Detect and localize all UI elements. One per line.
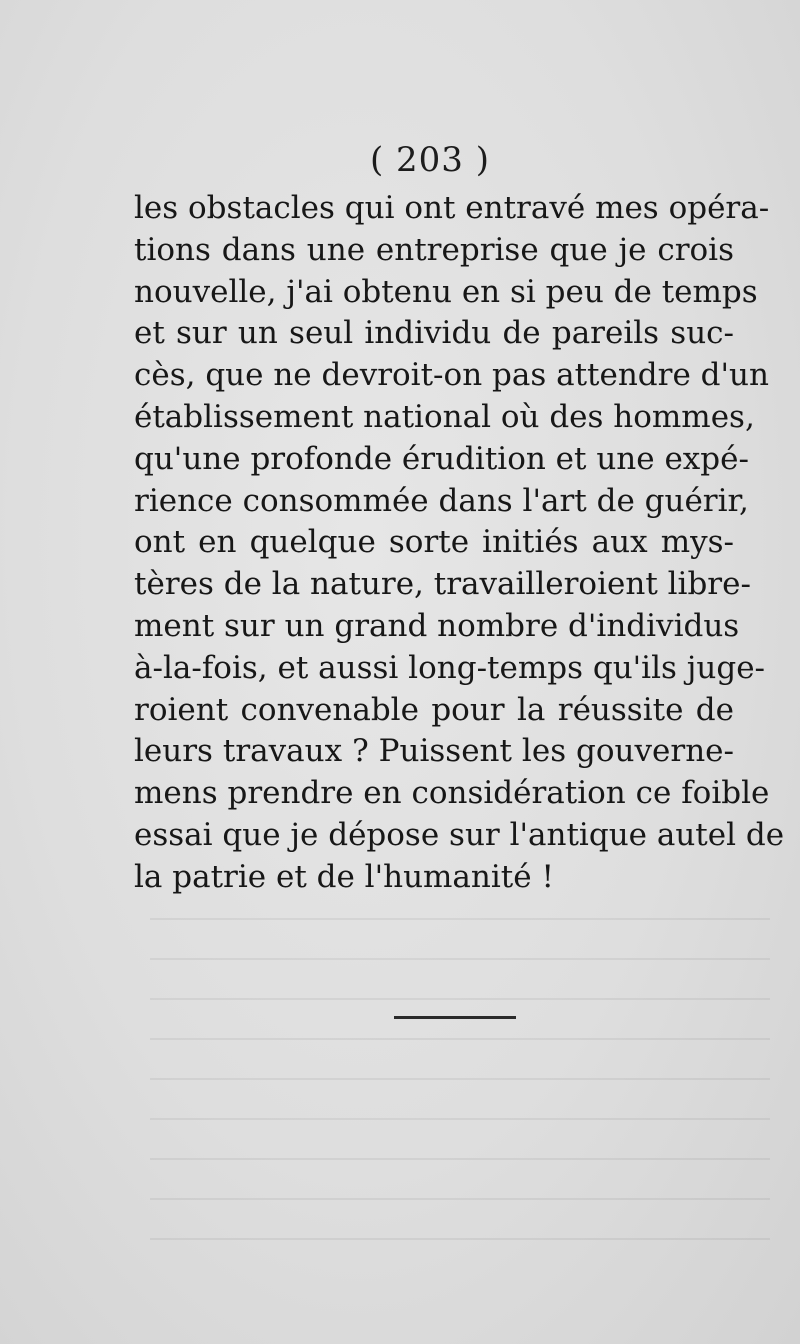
- text-line: ment sur un grand nombre d'individus: [134, 607, 740, 644]
- body-text: [134, 188, 785, 899]
- text-line: cès, que ne devroit-on pas attendre d'un: [134, 357, 769, 394]
- bleed-through-shadow: [150, 900, 770, 1240]
- text-line: rience consommée dans l'art de guérir,: [134, 482, 749, 519]
- text-line: ont en quelque sorte initiés aux mys-: [134, 524, 734, 561]
- section-divider-rule: [394, 1016, 516, 1019]
- page-number-header: ( 203 ): [369, 140, 491, 180]
- text-line: qu'une profonde érudition et une expé-: [134, 440, 749, 477]
- text-line: essai que je dépose sur l'antique autel de: [134, 816, 785, 853]
- text-line: à-la-fois, et aussi long-temps qu'ils juge-: [134, 649, 766, 686]
- text-line: mens prendre en considération ce foible: [134, 775, 770, 812]
- text-line: établissement national où des hommes,: [134, 398, 755, 435]
- text-line: nouvelle, j'ai obtenu en si peu de temps: [134, 273, 758, 310]
- text-line: leurs travaux ? Puissent les gouverne-: [134, 733, 734, 770]
- text-line: les obstacles qui ont entravé mes opéra-: [134, 190, 770, 226]
- text-line: tères de la nature, travailleroient libre-: [134, 566, 751, 603]
- text-line-last: la patrie et de l'humanité !: [134, 858, 554, 895]
- text-line: tions dans une entreprise que je crois: [134, 231, 734, 268]
- text-line: roient convenable pour la réussite de: [134, 691, 734, 728]
- text-line: et sur un seul individu de pareils suc-: [134, 315, 734, 352]
